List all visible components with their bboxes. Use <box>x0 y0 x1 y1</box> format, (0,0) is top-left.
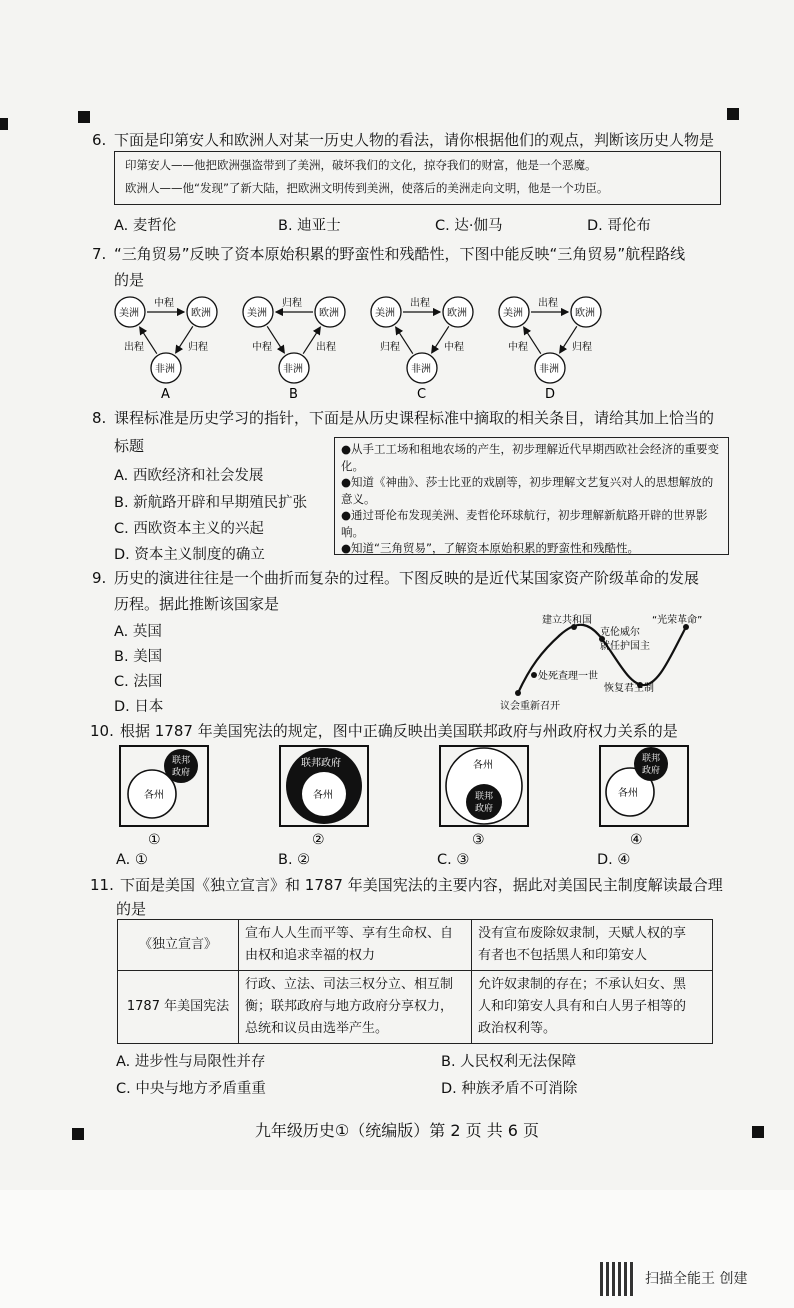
page-footer: 九年级历史①（统编版）第 2 页 共 6 页 <box>254 1121 540 1140</box>
q11-note-line: 政治权利等。 <box>478 1021 557 1036</box>
q11-option-d: D. 种族矛盾不可消除 <box>441 1081 578 1097</box>
q8-option-a: A. 西欧经济和社会发展 <box>114 468 264 484</box>
q6-option-a: A. 麦哲伦 <box>114 218 177 234</box>
q9-label-parliament: 议会重新召开 <box>500 701 560 712</box>
q6-number: 6. <box>92 131 107 149</box>
q7-route-left-label: 出程 <box>124 342 144 353</box>
q6-quote-european: 欧洲人——他“发现”了新大陆，把欧洲文明传到美洲，使落后的美洲走向文明，他是一个功臣。 <box>125 181 609 195</box>
q11-stem-line1: 下面是美国《独立宣言》和 1787 年美国宪法的主要内容，据此对美国民主制度解读最合理 <box>120 876 723 894</box>
q11-stem-line2: 的是 <box>116 900 147 918</box>
q9-number: 9. <box>92 569 107 587</box>
q7-triangle-diagrams <box>100 290 640 402</box>
q11-option-a: A. 进步性与局限性并存 <box>116 1054 266 1070</box>
registration-mark <box>0 118 8 130</box>
q10-label-3: ③ <box>472 832 485 848</box>
q10-federal-label: 联邦 <box>172 756 191 766</box>
q7-diagram-letter: C <box>417 387 427 402</box>
q9-label-protector: 就任护国主 <box>600 641 650 652</box>
q10-federal-label: 政府 <box>475 804 494 814</box>
q7-diagram-letter: D <box>545 387 556 402</box>
q10-diagram-4 <box>600 746 688 848</box>
q9-point-1 <box>515 690 521 696</box>
q7-route-top-label: 归程 <box>282 298 302 309</box>
registration-mark <box>727 108 739 120</box>
q7-node-africa-label: 非洲 <box>539 364 559 375</box>
q7-number: 7. <box>92 245 107 263</box>
q7-stem-line2: 的是 <box>114 271 145 289</box>
q8-option-b: B. 新航路开辟和早期殖民扩张 <box>114 495 308 511</box>
q8-standard-item: ●通过哥伦布发现美洲、麦哲伦环球航行，初步理解新航路开辟的世界影响。 <box>341 508 708 539</box>
q9-option-c: C. 法国 <box>114 674 163 690</box>
q11-content-line: 总统和议员由选举产生。 <box>245 1021 389 1036</box>
q11-note-line: 人和印第安人具有和白人男子相等的 <box>478 999 687 1014</box>
q8-standard-item: ●知道《神曲》、莎士比亚的戏剧等，初步理解文艺复兴对人的思想解放的意义。 <box>341 475 714 506</box>
q11-option-c: C. 中央与地方矛盾重重 <box>116 1081 266 1097</box>
q8-stem <box>92 408 714 429</box>
q8-option-d: D. 资本主义制度的确立 <box>114 547 265 563</box>
q9-stem-line1: 历史的演进往往是一个曲折而复杂的过程。下图反映的是近代某国家资产阶级革命的发展 <box>114 569 700 587</box>
q10-federal-label: 政府 <box>172 768 191 778</box>
q11-note-line: 允许奴隶制的存在；不承认妇女、黑 <box>478 977 687 992</box>
q7-node-america-label: 美洲 <box>375 308 395 319</box>
q10-option-c: C. ③ <box>437 852 470 868</box>
scanner-watermark: 扫描全能王 创建 <box>645 1271 748 1287</box>
q8-stem-line2: 标题 <box>114 437 145 455</box>
q11-doc-name: 《独立宣言》 <box>118 920 239 971</box>
q10-stem-text: 根据 1787 年美国宪法的规定，图中正确反映出美国联邦政府与州政府权力关系的是 <box>120 722 678 740</box>
q11-option-b: B. 人民权利无法保障 <box>441 1054 577 1070</box>
q10-power-diagrams <box>110 744 710 850</box>
table-row <box>118 971 713 1044</box>
q6-option-b: B. 迪亚士 <box>278 218 341 234</box>
q10-option-b: B. ② <box>278 852 311 868</box>
q7-diagram-d <box>499 296 601 402</box>
q10-diagram-3 <box>440 746 528 848</box>
q10-option-d: D. ④ <box>597 852 631 868</box>
q7-node-africa-label: 非洲 <box>283 364 303 375</box>
q7-route-top-label: 出程 <box>410 298 430 309</box>
q9-label-execution: 处死查理一世 <box>538 671 598 682</box>
q11-content-line: 行政、立法、司法三权分立、相互制 <box>245 977 454 992</box>
q7-node-europe-label: 欧洲 <box>319 308 339 319</box>
q9-point-2 <box>531 672 537 678</box>
q11-number: 11. <box>90 876 114 894</box>
q9-option-d: D. 日本 <box>114 699 164 715</box>
q7-node-america-label: 美洲 <box>119 308 139 319</box>
q11-content-line: 衡；联邦政府与地方政府分享权力， <box>245 999 454 1014</box>
q9-option-a: A. 英国 <box>114 624 162 640</box>
q11-note-line: 没有宣布废除奴隶制，天赋人权的享 <box>478 926 687 941</box>
q7-route-left-label: 中程 <box>508 342 528 353</box>
q11-content-line: 由权和追求幸福的权力 <box>245 948 376 963</box>
q10-states-label: 各州 <box>618 788 638 799</box>
q6-quote-indian: 印第安人——他把欧洲强盗带到了美洲，破坏我们的文化，掠夺我们的财富，他是一个恶魔。 <box>125 158 597 172</box>
q6-option-d: D. 哥伦布 <box>587 218 651 234</box>
q6-option-c: C. 达·伽马 <box>435 218 503 234</box>
q7-node-africa-label: 非洲 <box>155 364 175 375</box>
q10-states-label: 各州 <box>473 760 493 771</box>
q11-comparison-table <box>117 919 713 1044</box>
q7-diagram-letter: B <box>289 387 298 402</box>
q10-label-1: ① <box>148 832 161 848</box>
q7-node-america-label: 美洲 <box>247 308 267 319</box>
q9-label-restoration: 恢复君主制 <box>604 683 654 694</box>
q7-diagram-c <box>371 296 473 402</box>
q10-option-a: A. ① <box>116 852 148 868</box>
q6-stem-text: 下面是印第安人和欧洲人对某一历史人物的看法，请你根据他们的观点，判断该历史人物是 <box>114 131 715 149</box>
q9-option-b: B. 美国 <box>114 649 163 665</box>
q10-label-4: ④ <box>630 832 643 848</box>
q11-doc-content <box>239 971 472 1044</box>
q11-doc-name: 1787 年美国宪法 <box>118 971 239 1044</box>
q7-node-america-label: 美洲 <box>503 308 523 319</box>
q7-route-right-label: 出程 <box>316 342 336 353</box>
q8-standard-item: ●从手工工场和租地农场的产生，初步理解近代早期西欧社会经济的重要变化。 <box>341 442 720 473</box>
q7-stem <box>92 244 685 265</box>
q11-content-line: 宣布人人生而平等、享有生命权、自 <box>245 926 454 941</box>
q10-federal-label: 联邦 <box>642 754 661 764</box>
q7-route-left-label: 中程 <box>252 342 272 353</box>
q8-stem-line1: 课程标准是历史学习的指针，下面是从历史课程标准中摘取的相关条目，请给其加上恰当的 <box>114 409 715 427</box>
q6-quote-box <box>114 151 721 205</box>
q7-route-right-label: 归程 <box>572 342 592 353</box>
q10-number: 10. <box>90 722 114 740</box>
q7-route-top-label: 出程 <box>538 298 558 309</box>
q7-diagram-b <box>243 296 345 402</box>
registration-mark <box>78 111 90 123</box>
q9-label-glorious-revolution: “光荣革命” <box>652 615 703 626</box>
q7-node-africa-label: 非洲 <box>411 364 431 375</box>
q8-number: 8. <box>92 409 107 427</box>
q9-stem <box>92 568 699 589</box>
q11-doc-note <box>472 971 713 1044</box>
q11-doc-content <box>239 920 472 971</box>
q10-label-2: ② <box>312 832 325 848</box>
q10-states-label: 各州 <box>144 790 164 801</box>
qr-code-icon <box>600 1262 634 1296</box>
q7-diagram-a <box>115 296 217 402</box>
q11-doc-note <box>472 920 713 971</box>
q11-note-line: 有者也不包括黑人和印第安人 <box>478 948 648 963</box>
q7-route-top-label: 中程 <box>154 298 174 309</box>
q7-route-right-label: 中程 <box>444 342 464 353</box>
q10-federal-label: 政府 <box>642 766 661 776</box>
q8-standard-item: ●知道“三角贸易”，了解资本原始积累的野蛮性和残酷性。 <box>341 541 639 555</box>
q7-stem-line1: “三角贸易”反映了资本原始积累的野蛮性和残酷性，下图中能反映“三角贸易”航程路线 <box>114 245 686 263</box>
q10-diagram-2 <box>280 746 368 848</box>
q7-route-left-label: 归程 <box>380 342 400 353</box>
q10-federal-label: 联邦政府 <box>301 758 341 769</box>
q10-states-label: 各州 <box>313 790 333 801</box>
q9-label-cromwell: 克伦威尔 <box>600 627 640 638</box>
q6-stem <box>92 130 714 151</box>
page-bottom-area <box>0 1190 794 1308</box>
q7-node-europe-label: 欧洲 <box>447 308 467 319</box>
q7-node-europe-label: 欧洲 <box>575 308 595 319</box>
table-row <box>118 920 713 971</box>
q9-label-republic: 建立共和国 <box>542 615 592 626</box>
q7-route-right-label: 归程 <box>188 342 208 353</box>
q7-node-europe-label: 欧洲 <box>191 308 211 319</box>
q8-option-c: C. 西欧资本主义的兴起 <box>114 521 264 537</box>
q10-diagram-1 <box>120 746 208 848</box>
q8-standards-box <box>334 437 729 555</box>
q10-federal-label: 联邦 <box>475 792 494 802</box>
q10-stem <box>90 721 678 742</box>
q11-stem <box>90 875 723 896</box>
q9-revolution-curve <box>490 605 730 715</box>
q9-stem-line2: 历程。据此推断该国家是 <box>114 595 280 613</box>
q7-diagram-letter: A <box>161 387 170 402</box>
